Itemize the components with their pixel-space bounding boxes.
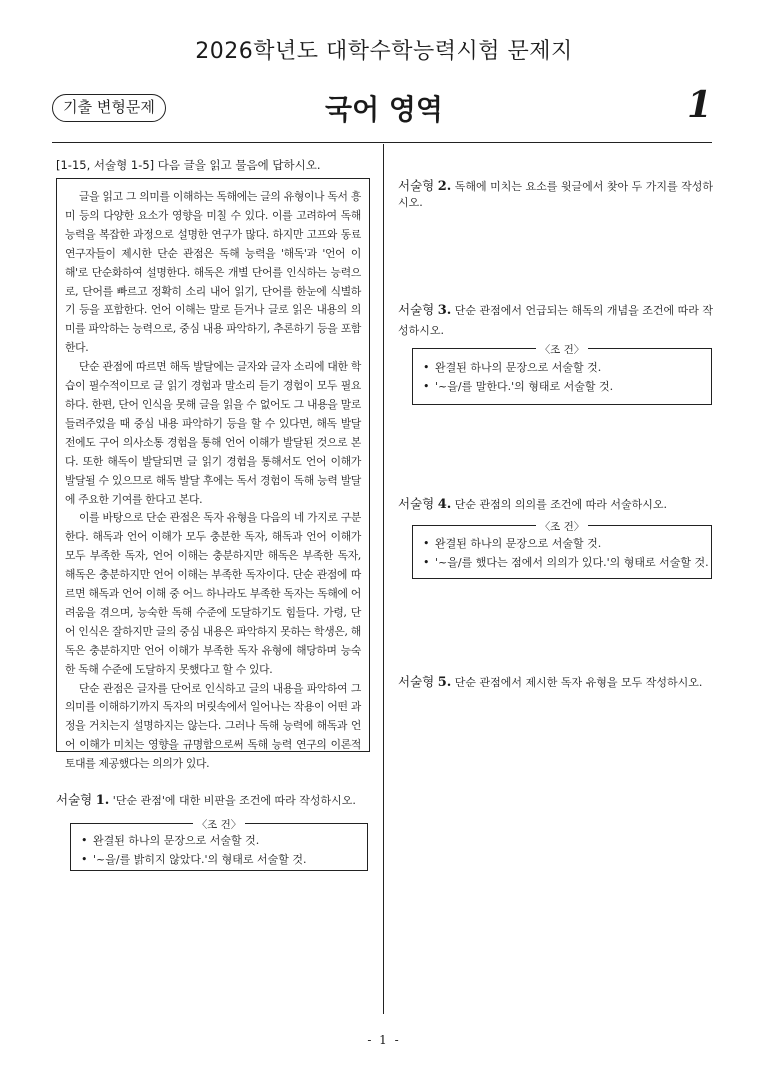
header-divider bbox=[52, 142, 712, 143]
condition-text: 완결된 하나의 문장으로 서술할 것. bbox=[93, 834, 260, 847]
reading-passage bbox=[56, 178, 370, 771]
question-4 bbox=[398, 494, 714, 512]
question-number: 5. bbox=[437, 675, 452, 690]
condition-item bbox=[423, 553, 711, 572]
page-footer: - 1 - bbox=[367, 1033, 401, 1047]
question-number: 3. bbox=[437, 303, 452, 318]
question-text: '단순 관점'에 대한 비판을 조건에 따라 작성하시오. bbox=[109, 794, 356, 807]
question-2 bbox=[398, 176, 714, 210]
passage-paragraph-1: 글을 읽고 그 의미를 이해하는 독해에는 글의 유형이나 독서 흥미 등의 다양한 요소가 영향을 미칠 수 있다. 이를 고려하여 독해 능력을 복잡한 과정으로 설명한 연구가 많다. 하지만 고프와 동료 연구자들이 제시한 단순 관점은 독해 능력을 '해독'과 '언어 이해'로 단순화하여 설명한다. 해독은 개별 단어를 인식하는 능력으로, 단어를 빠르고 정확히 소리 내어 읽기, 단어를 한눈에 식별하기 등을 포함한다. 언어 이해는 말로 듣거나 글로 읽은 내용의 의미를 파악하는 능력으로, 중심 내용 파악하기, 추론하기 등을 포함한다. bbox=[65, 190, 361, 355]
question-3 bbox=[398, 300, 716, 341]
question-text: 단순 관점에서 제시한 독자 유형을 모두 작성하시오. bbox=[451, 676, 703, 689]
question-1 bbox=[56, 790, 376, 808]
condition-title: 〈조 건〉 bbox=[193, 819, 246, 831]
condition-item bbox=[423, 534, 711, 553]
condition-text: 완결된 하나의 문장으로 서술할 것. bbox=[435, 361, 602, 374]
question-5 bbox=[398, 672, 714, 690]
condition-text: '~을/를 했다는 점에서 의의가 있다.'의 형태로 서술할 것. bbox=[435, 556, 709, 569]
bullet-icon: • bbox=[423, 361, 430, 374]
question-label: 서술형 bbox=[56, 792, 93, 807]
question-text: 단순 관점에서 언급되는 해독의 개념을 조건에 따라 작성하시오. bbox=[398, 304, 714, 337]
bullet-icon: • bbox=[423, 556, 430, 569]
condition-text: '~을/를 말한다.'의 형태로 서술할 것. bbox=[435, 380, 614, 393]
exam-title: 2026학년도 대학수학능력시험 문제지 bbox=[195, 39, 573, 64]
passage-paragraph-4: 단순 관점은 글자를 단어로 인식하고 글의 내용을 파악하여 그 의미를 이해하기까지 독자의 머릿속에서 일어나는 작용이 어떤 과정을 거치는지 설명하지는 않는다. 그러나 독해 능력에 해독과 언어 이해가 미치는 영향을 규명함으로써 독해 능력 연구의 이론적 토대를 제공했다는 의의가 있다. bbox=[65, 681, 361, 771]
bullet-icon: • bbox=[81, 853, 88, 866]
condition-item bbox=[81, 850, 367, 869]
condition-title: 〈조 건〉 bbox=[536, 344, 589, 356]
condition-box-4 bbox=[412, 521, 712, 579]
question-label: 서술형 bbox=[398, 496, 435, 511]
condition-item bbox=[81, 831, 367, 850]
question-label: 서술형 bbox=[398, 674, 435, 689]
question-number: 4. bbox=[437, 497, 452, 512]
bullet-icon: • bbox=[423, 380, 430, 393]
column-divider bbox=[383, 144, 384, 1014]
type-badge: 기출 변형문제 bbox=[52, 94, 166, 122]
condition-box-1 bbox=[70, 819, 368, 871]
subject-title: 국어 영역 bbox=[325, 93, 443, 126]
question-label: 서술형 bbox=[398, 302, 435, 317]
passage-paragraph-2: 단순 관점에 따르면 해독 발달에는 글자와 글자 소리에 대한 학습이 필수적이므로 글 읽기 경험과 말소리 듣기 경험이 모두 필요하다. 한편, 단어 인식을 못해 글을 읽을 수 없어도 그 내용을 말로 들려주었을 때 중심 내용 파악하기 등을 할 수 있다면, 해독 발달 전에도 구어 의사소통 경험을 통해 언어 이해가 발달된 것으로 본다. 또한 해독이 발달되면 글 읽기 경험을 통해서도 언어 이해가 발달될 수 있으므로 해독 발달 후에는 독서 경험이 독해 능력 발달에 주요한 기여를 한다고 본다. bbox=[65, 360, 361, 506]
condition-item bbox=[423, 358, 711, 377]
question-text: 단순 관점의 의의를 조건에 따라 서술하시오. bbox=[451, 498, 668, 511]
bullet-icon: • bbox=[423, 537, 430, 550]
condition-box-3 bbox=[412, 344, 712, 405]
question-text: 독해에 미치는 요소를 윗글에서 찾아 두 가지를 작성하시오. bbox=[398, 180, 714, 209]
condition-title: 〈조 건〉 bbox=[536, 521, 589, 533]
question-number: 1. bbox=[95, 793, 110, 808]
question-label: 서술형 bbox=[398, 178, 435, 193]
condition-item bbox=[423, 377, 711, 396]
question-number: 2. bbox=[437, 179, 452, 194]
page-number-large: 1 bbox=[686, 84, 712, 126]
condition-text: '~을/를 밝히지 않았다.'의 형태로 서술할 것. bbox=[93, 853, 307, 866]
instruction: [1-15, 서술형 1-5] 다음 글을 읽고 물음에 답하시오. bbox=[56, 158, 321, 172]
condition-text: 완결된 하나의 문장으로 서술할 것. bbox=[435, 537, 602, 550]
passage-paragraph-3: 이를 바탕으로 단순 관점은 독자 유형을 다음의 네 가지로 구분한다. 해독과 언어 이해가 모두 충분한 독자, 해독과 언어 이해가 모두 부족한 독자, 언어 이해는 충분하지만 해독은 부족한 독자, 해독은 충분하지만 언어 이해는 부족한 독자이다. 단순 관점에 따르면 해독과 언어 이해 중 어느 하나라도 부족한 독자는 독해에 어려움을 겪으며, 능숙한 독해 수준에 도달하기도 힘들다. 가령, 단어 인식은 잘하지만 글의 중심 내용은 파악하지 못하는 학생은, 해독은 충분하지만 언어 이해가 부족한 독자 유형에 해당하며 능숙한 독해 수준에 도달하지 못했다고 할 수 있다. bbox=[65, 511, 361, 676]
bullet-icon: • bbox=[81, 834, 88, 847]
